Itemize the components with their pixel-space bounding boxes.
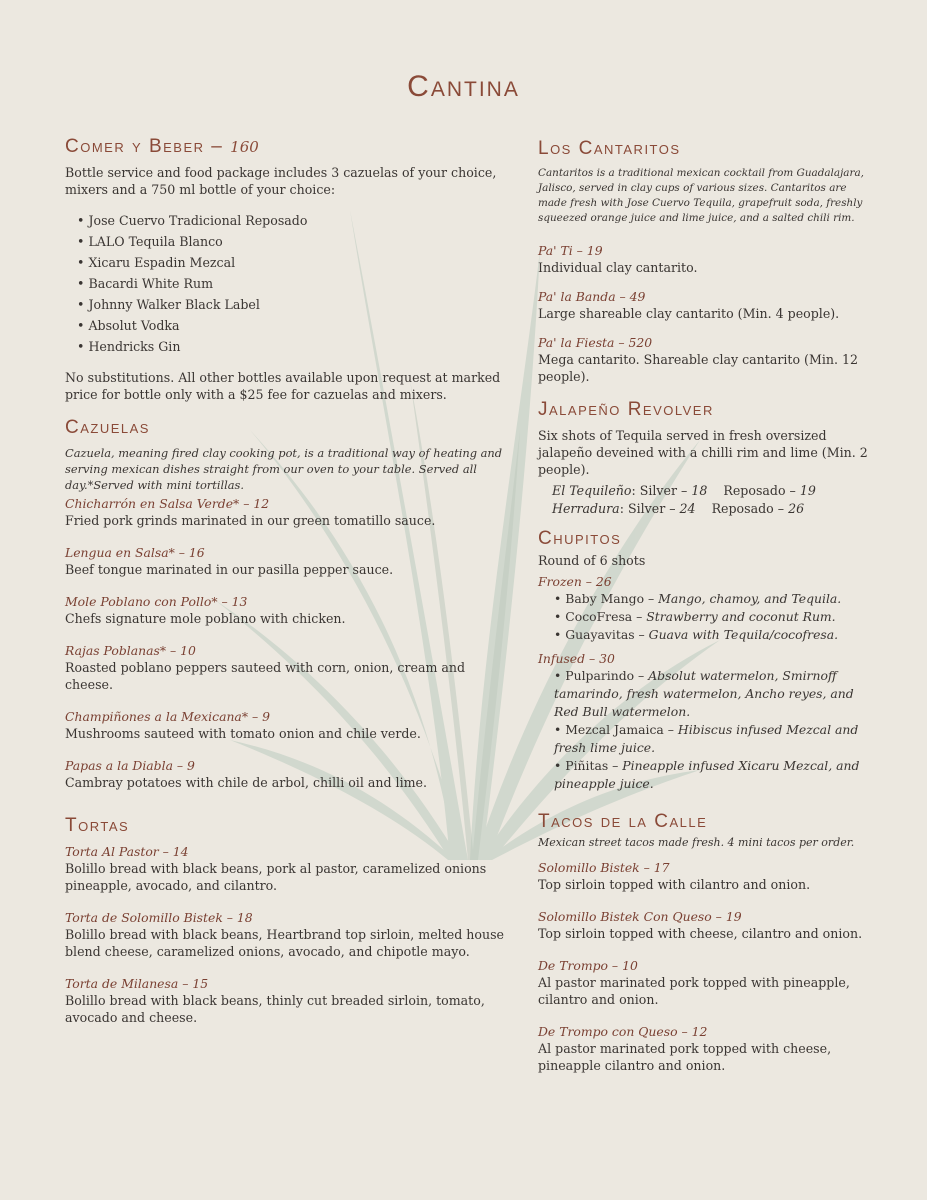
- item-name: Pa' la Banda – 49: [538, 289, 646, 304]
- price-row: El Tequileño: Silver – 18 Reposado – 19: [552, 483, 816, 498]
- item-name: Lengua en Salsa* – 16: [65, 545, 205, 560]
- menu-item: [65, 495, 505, 529]
- item-name: Mole Poblano con Pollo* – 13: [65, 594, 248, 609]
- item-name: Chicharrón en Salsa Verde* – 12: [65, 496, 270, 511]
- section-heading: Tortas: [65, 815, 130, 836]
- section-intro: Mexican street tacos made fresh. 4 mini tacos per order.: [538, 836, 855, 849]
- list-item: • Baby Mango – Mango, chamoy, and Tequila.: [554, 591, 842, 606]
- item-description: Mega cantarito. Shareable clay cantarito (Min. 12 people).: [538, 352, 859, 384]
- item-description: Bolillo bread with black beans, pork al pastor, caramelized onions pineapple, avocado, and cilantro.: [65, 861, 487, 893]
- menu-item: [538, 908, 868, 942]
- menu-item: [65, 642, 505, 693]
- price: 19: [799, 483, 816, 498]
- bullet-list: [538, 667, 868, 793]
- section-jalapeno-revolver: [538, 399, 868, 518]
- item-name: Solomillo Bistek – 17: [538, 860, 670, 875]
- bottle-list: [77, 210, 505, 357]
- item-name: Torta Al Pastor – 14: [65, 844, 189, 859]
- section-subtitle: Round of 6 shots: [538, 553, 646, 568]
- section-heading: Cazuelas: [65, 417, 150, 438]
- menu-item: [65, 708, 505, 742]
- item-description: Al pastor marinated pork topped with cheese, pineapple cilantro and onion.: [538, 1041, 832, 1073]
- group-label: Frozen – 26: [538, 574, 612, 589]
- left-column: [65, 136, 505, 1041]
- section-price: 160: [230, 138, 259, 156]
- page-title: Cantina: [407, 70, 520, 103]
- item-description: Bolillo bread with black beans, Heartbrand top sirloin, melted house blend cheese, caramelized onions, avocado, and chipotle mayo.: [65, 927, 504, 959]
- section-intro: Cantaritos is a traditional mexican cocktail from Guadalajara, Jalisco, served in clay cups of various sizes. Cantaritos are made fresh with Jose Cuervo Tequila, grapefruit soda, freshly squeezed orange juice and lime juice, and a salted chili rim.: [538, 167, 864, 224]
- section-tortas: [65, 815, 505, 1026]
- menu-item: [65, 843, 505, 894]
- item-name: Champiñones a la Mexicana* – 9: [65, 709, 270, 724]
- item-description: Individual clay cantarito.: [538, 260, 698, 275]
- section-heading: Los Cantaritos: [538, 138, 681, 159]
- right-column: [538, 138, 868, 1089]
- list-item: • Jose Cuervo Tradicional Reposado: [77, 210, 505, 231]
- menu-item: [65, 909, 505, 960]
- item-description: Chefs signature mole poblano with chicken.: [65, 611, 346, 626]
- item-description: Bolillo bread with black beans, thinly cut breaded sirloin, tomato, avocado and cheese.: [65, 993, 485, 1025]
- list-item: • Guayavitas – Guava with Tequila/cocofresa.: [554, 627, 839, 642]
- price-row: Herradura: Silver – 24 Reposado – 26: [552, 501, 805, 516]
- section-intro: Bottle service and food package includes 3 cazuelas of your choice, mixers and a 750 ml bottle of your choice:: [65, 165, 497, 197]
- list-item: • Hendricks Gin: [77, 336, 505, 357]
- list-item: • Mezcal Jamaica – Hibiscus infused Mezcal and fresh lime juice.: [554, 722, 859, 755]
- item-description: Mushrooms sauteed with tomato onion and chile verde.: [65, 726, 421, 741]
- section-heading: Chupitos: [538, 528, 622, 549]
- list-item: • Absolut Vodka: [77, 315, 505, 336]
- bullet-list: [538, 590, 868, 644]
- price: 26: [788, 501, 805, 516]
- item-description: Top sirloin topped with cheese, cilantro and onion.: [538, 926, 863, 941]
- item-description: Top sirloin topped with cilantro and onion.: [538, 877, 811, 892]
- menu-item: [65, 975, 505, 1026]
- menu-item: [538, 859, 868, 893]
- section-description: Six shots of Tequila served in fresh oversized jalapeño deveined with a chilli rim and lime (Min. 2 people).: [538, 428, 868, 477]
- section-chupitos: [538, 528, 868, 793]
- price: 24: [679, 501, 696, 516]
- menu-item: [538, 334, 868, 385]
- menu-item: [538, 288, 868, 322]
- menu-item: [65, 757, 505, 791]
- list-item: • Johnny Walker Black Label: [77, 294, 505, 315]
- brand-name: El Tequileño: [552, 483, 632, 498]
- section-comer-y-beber: [65, 136, 505, 403]
- item-description: Beef tongue marinated in our pasilla pepper sauce.: [65, 562, 394, 577]
- list-item: • Pulparindo – Absolut watermelon, Smirnoff tamarindo, fresh watermelon, Ancho reyes, and Red Bull watermelon.: [554, 668, 854, 719]
- list-item: • LALO Tequila Blanco: [77, 231, 505, 252]
- item-name: Papas a la Diabla – 9: [65, 758, 195, 773]
- item-name: Pa' Ti – 19: [538, 243, 603, 258]
- list-item: • Xicaru Espadin Mezcal: [77, 252, 505, 273]
- item-name: De Trompo con Queso – 12: [538, 1024, 708, 1039]
- item-description: Large shareable clay cantarito (Min. 4 people).: [538, 306, 840, 321]
- item-description: Fried pork grinds marinated in our green tomatillo sauce.: [65, 513, 436, 528]
- section-heading: Tacos de la Calle: [538, 811, 708, 832]
- menu-item: [538, 242, 868, 276]
- section-heading: Jalapeño Revolver: [538, 399, 714, 420]
- item-name: Pa' la Fiesta – 520: [538, 335, 653, 350]
- menu-item: [538, 957, 868, 1008]
- section-los-cantaritos: [538, 138, 868, 385]
- item-name: Rajas Poblanas* – 10: [65, 643, 196, 658]
- list-item: • Piñitas – Pineapple infused Xicaru Mezcal, and pineapple juice.: [554, 758, 860, 791]
- section-cazuelas: [65, 417, 505, 791]
- group-label: Infused – 30: [538, 651, 615, 666]
- item-name: Torta de Milanesa – 15: [65, 976, 209, 991]
- item-name: De Trompo – 10: [538, 958, 638, 973]
- list-item: • Bacardi White Rum: [77, 273, 505, 294]
- brand-name: Herradura: [552, 501, 620, 516]
- section-note: No substitutions. All other bottles available upon request at marked price for bottle only with a $25 fee for cazuelas and mixers.: [65, 370, 501, 402]
- section-heading: Comer y Beber – 160: [65, 136, 259, 157]
- item-description: Al pastor marinated pork topped with pineapple, cilantro and onion.: [538, 975, 850, 1007]
- item-name: Torta de Solomillo Bistek – 18: [65, 910, 253, 925]
- section-tacos-de-la-calle: [538, 811, 868, 1074]
- menu-item: [65, 593, 505, 627]
- menu-item: [65, 544, 505, 578]
- menu-item: [538, 1023, 868, 1074]
- section-intro: Cazuela, meaning fired clay cooking pot, is a traditional way of heating and serving mexican dishes straight from our oven to your table. Served all day.*Served with mini tortillas.: [65, 446, 503, 492]
- item-description: Cambray potatoes with chile de arbol, chilli oil and lime.: [65, 775, 428, 790]
- item-description: Roasted poblano peppers sauteed with corn, onion, cream and cheese.: [65, 660, 466, 692]
- list-item: • CocoFresa – Strawberry and coconut Rum.: [554, 609, 836, 624]
- item-name: Solomillo Bistek Con Queso – 19: [538, 909, 742, 924]
- price: 18: [691, 483, 708, 498]
